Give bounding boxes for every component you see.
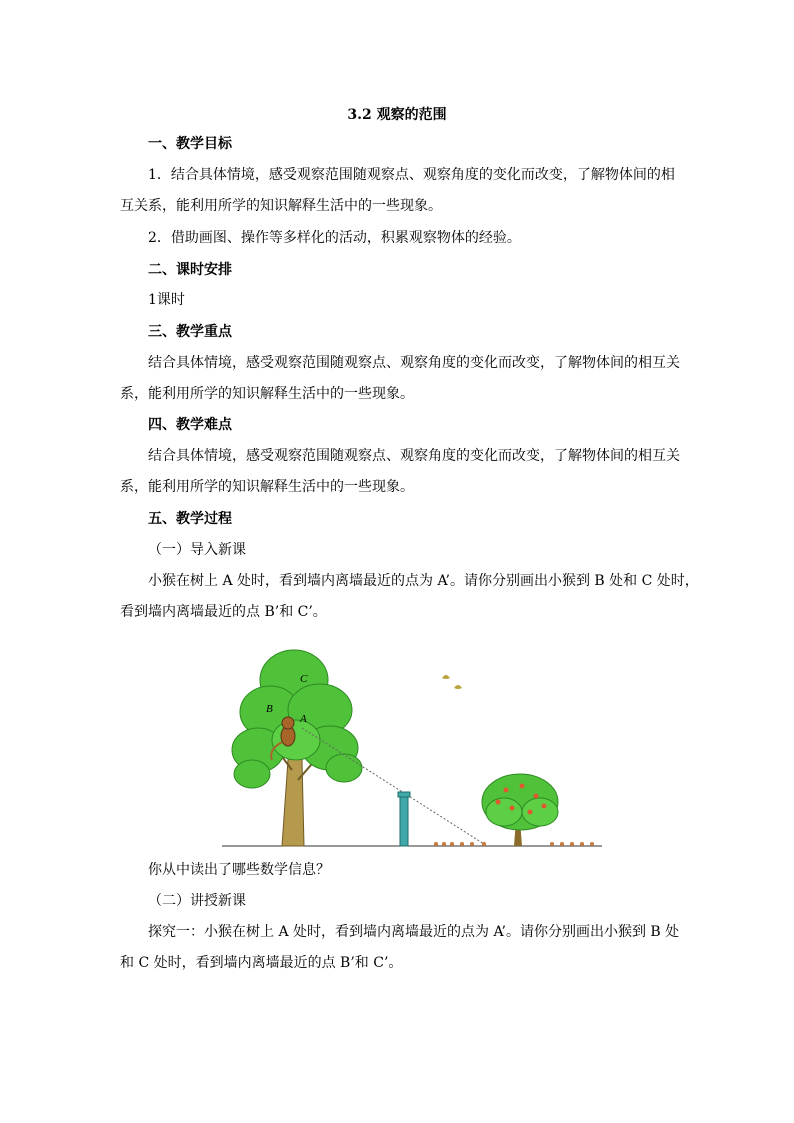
subheading-new-lesson: （二）讲授新课: [148, 893, 246, 909]
fruit-tree: [482, 774, 558, 846]
section-heading-schedule: 二、课时安排: [148, 262, 232, 278]
intro-line-1: 小猴在树上 A 处时，看到墙内离墙最近的点为 A’。请你分别画出小猴到 B 处和 C 处时，: [148, 573, 699, 589]
key-points-line-1: 结合具体情境，感受观察范围随观察点、观察角度的变化而改变，了解物体间的相互关: [148, 355, 680, 371]
objective-2: 2．借助画图、操作等多样化的活动，积累观察物体的经验。: [148, 230, 521, 246]
section-heading-key-points: 三、教学重点: [148, 324, 232, 340]
section-heading-objectives: 一、教学目标: [148, 136, 232, 152]
key-points-line-2: 系，能利用所学的知识解释生活中的一些现象。: [120, 386, 414, 402]
label-b: B: [266, 703, 273, 715]
wall: [400, 796, 408, 846]
label-a: A: [300, 713, 307, 725]
monkey-tree-wall-figure: [222, 640, 602, 852]
page-title: 3.2 观察的范围: [347, 107, 447, 123]
objective-1-line-1: 1．结合具体情境，感受观察范围随观察点、观察角度的变化而改变，了解物体间的相: [148, 167, 675, 183]
difficulties-line-2: 系，能利用所学的知识解释生活中的一些现象。: [120, 479, 414, 495]
explore-line-2: 和 C 处时，看到墙内离墙最近的点 B’和 C’。: [120, 955, 403, 971]
schedule-text: 1课时: [148, 292, 185, 308]
section-heading-process: 五、教学过程: [148, 511, 232, 527]
difficulties-line-1: 结合具体情境，感受观察范围随观察点、观察角度的变化而改变，了解物体间的相互关: [148, 448, 680, 464]
ground-fruits: [434, 842, 594, 846]
sight-line: [302, 728, 484, 844]
question-text: 你从中读出了哪些数学信息？: [148, 862, 330, 878]
bird: [442, 675, 450, 679]
label-c: C: [300, 673, 308, 685]
intro-line-2: 看到墙内离墙最近的点 B’和 C’。: [120, 604, 327, 620]
objective-1-line-2: 互关系，能利用所学的知识解释生活中的一些现象。: [120, 198, 442, 214]
subheading-intro: （一）导入新课: [148, 542, 246, 558]
section-heading-difficulties: 四、教学难点: [148, 417, 232, 433]
bird: [454, 685, 462, 689]
explore-line-1: 探究一：小猴在树上 A 处时，看到墙内离墙最近的点为 A’。请你分别画出小猴到 B 处: [148, 924, 680, 940]
